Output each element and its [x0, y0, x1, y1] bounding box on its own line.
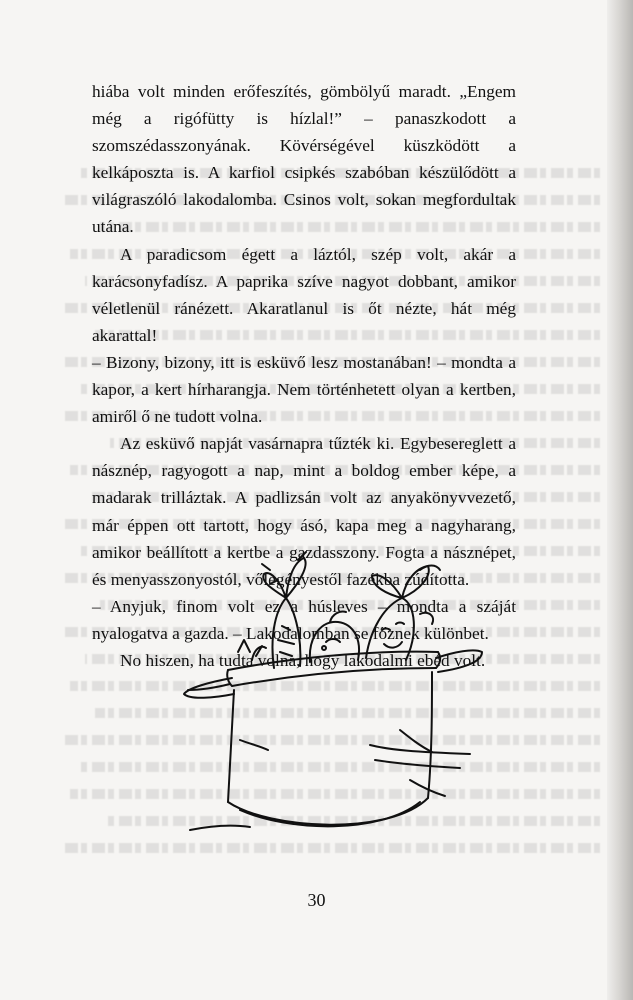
paragraph-6: No hiszen, ha tudta volna, hogy lakodalmi ebéd volt. [120, 650, 486, 670]
paragraph-3: – Bizony, bizony, itt is esküvő lesz mostanában! – mondta a kapor, a kert hírharangja. Nem történhetett olyan a kertben, amiről ő ne tudott volna. [92, 352, 516, 427]
pot-illustration [170, 540, 490, 840]
page-number: 30 [307, 890, 326, 910]
paragraph-2: A paradicsom égett a láztól, szép volt, akár a karácsonyfadísz. A paprika szíve nagyot dobbant, amikor véletlenül ránézett. Akaratlanul is őt nézte, hát még akarattal! [92, 244, 516, 345]
pot-sketch [184, 552, 482, 830]
paragraph-4: Az esküvő napját vasárnapra tűzték ki. Egybesereglett a násznép, ragyogott a nap, mint a boldog ember képe, a madarak trilláztak. A padlizsán volt az anyakönyvvezető, már éppen ott tartott, hogy ásó, kapa meg a nagyharang, amikor beállított a kertbe a gazdasszony. Fogta a násznépet, és menyasszonyostól, vőlegényestől fazékba zúdította. [92, 434, 516, 589]
paragraph-5: – Anyjuk, finom volt ez a húsleves – mondta a száját nyalogatva a gazda. – Lakodalomban se főznek különbet. [92, 596, 516, 643]
paragraph-1: hiába volt minden erőfeszítés, gömbölyű maradt. „Engem még a rigófütty is hízlal!” – panaszkodott a szomszédasszonyának. Kövérségével küszködött a kelkáposzta is. A karfiol csipkés szabóban készülődött a világraszóló lakodalomba. Csinos volt, sokan megfordultak utána. [92, 82, 516, 237]
book-spine-shadow [607, 0, 633, 1000]
